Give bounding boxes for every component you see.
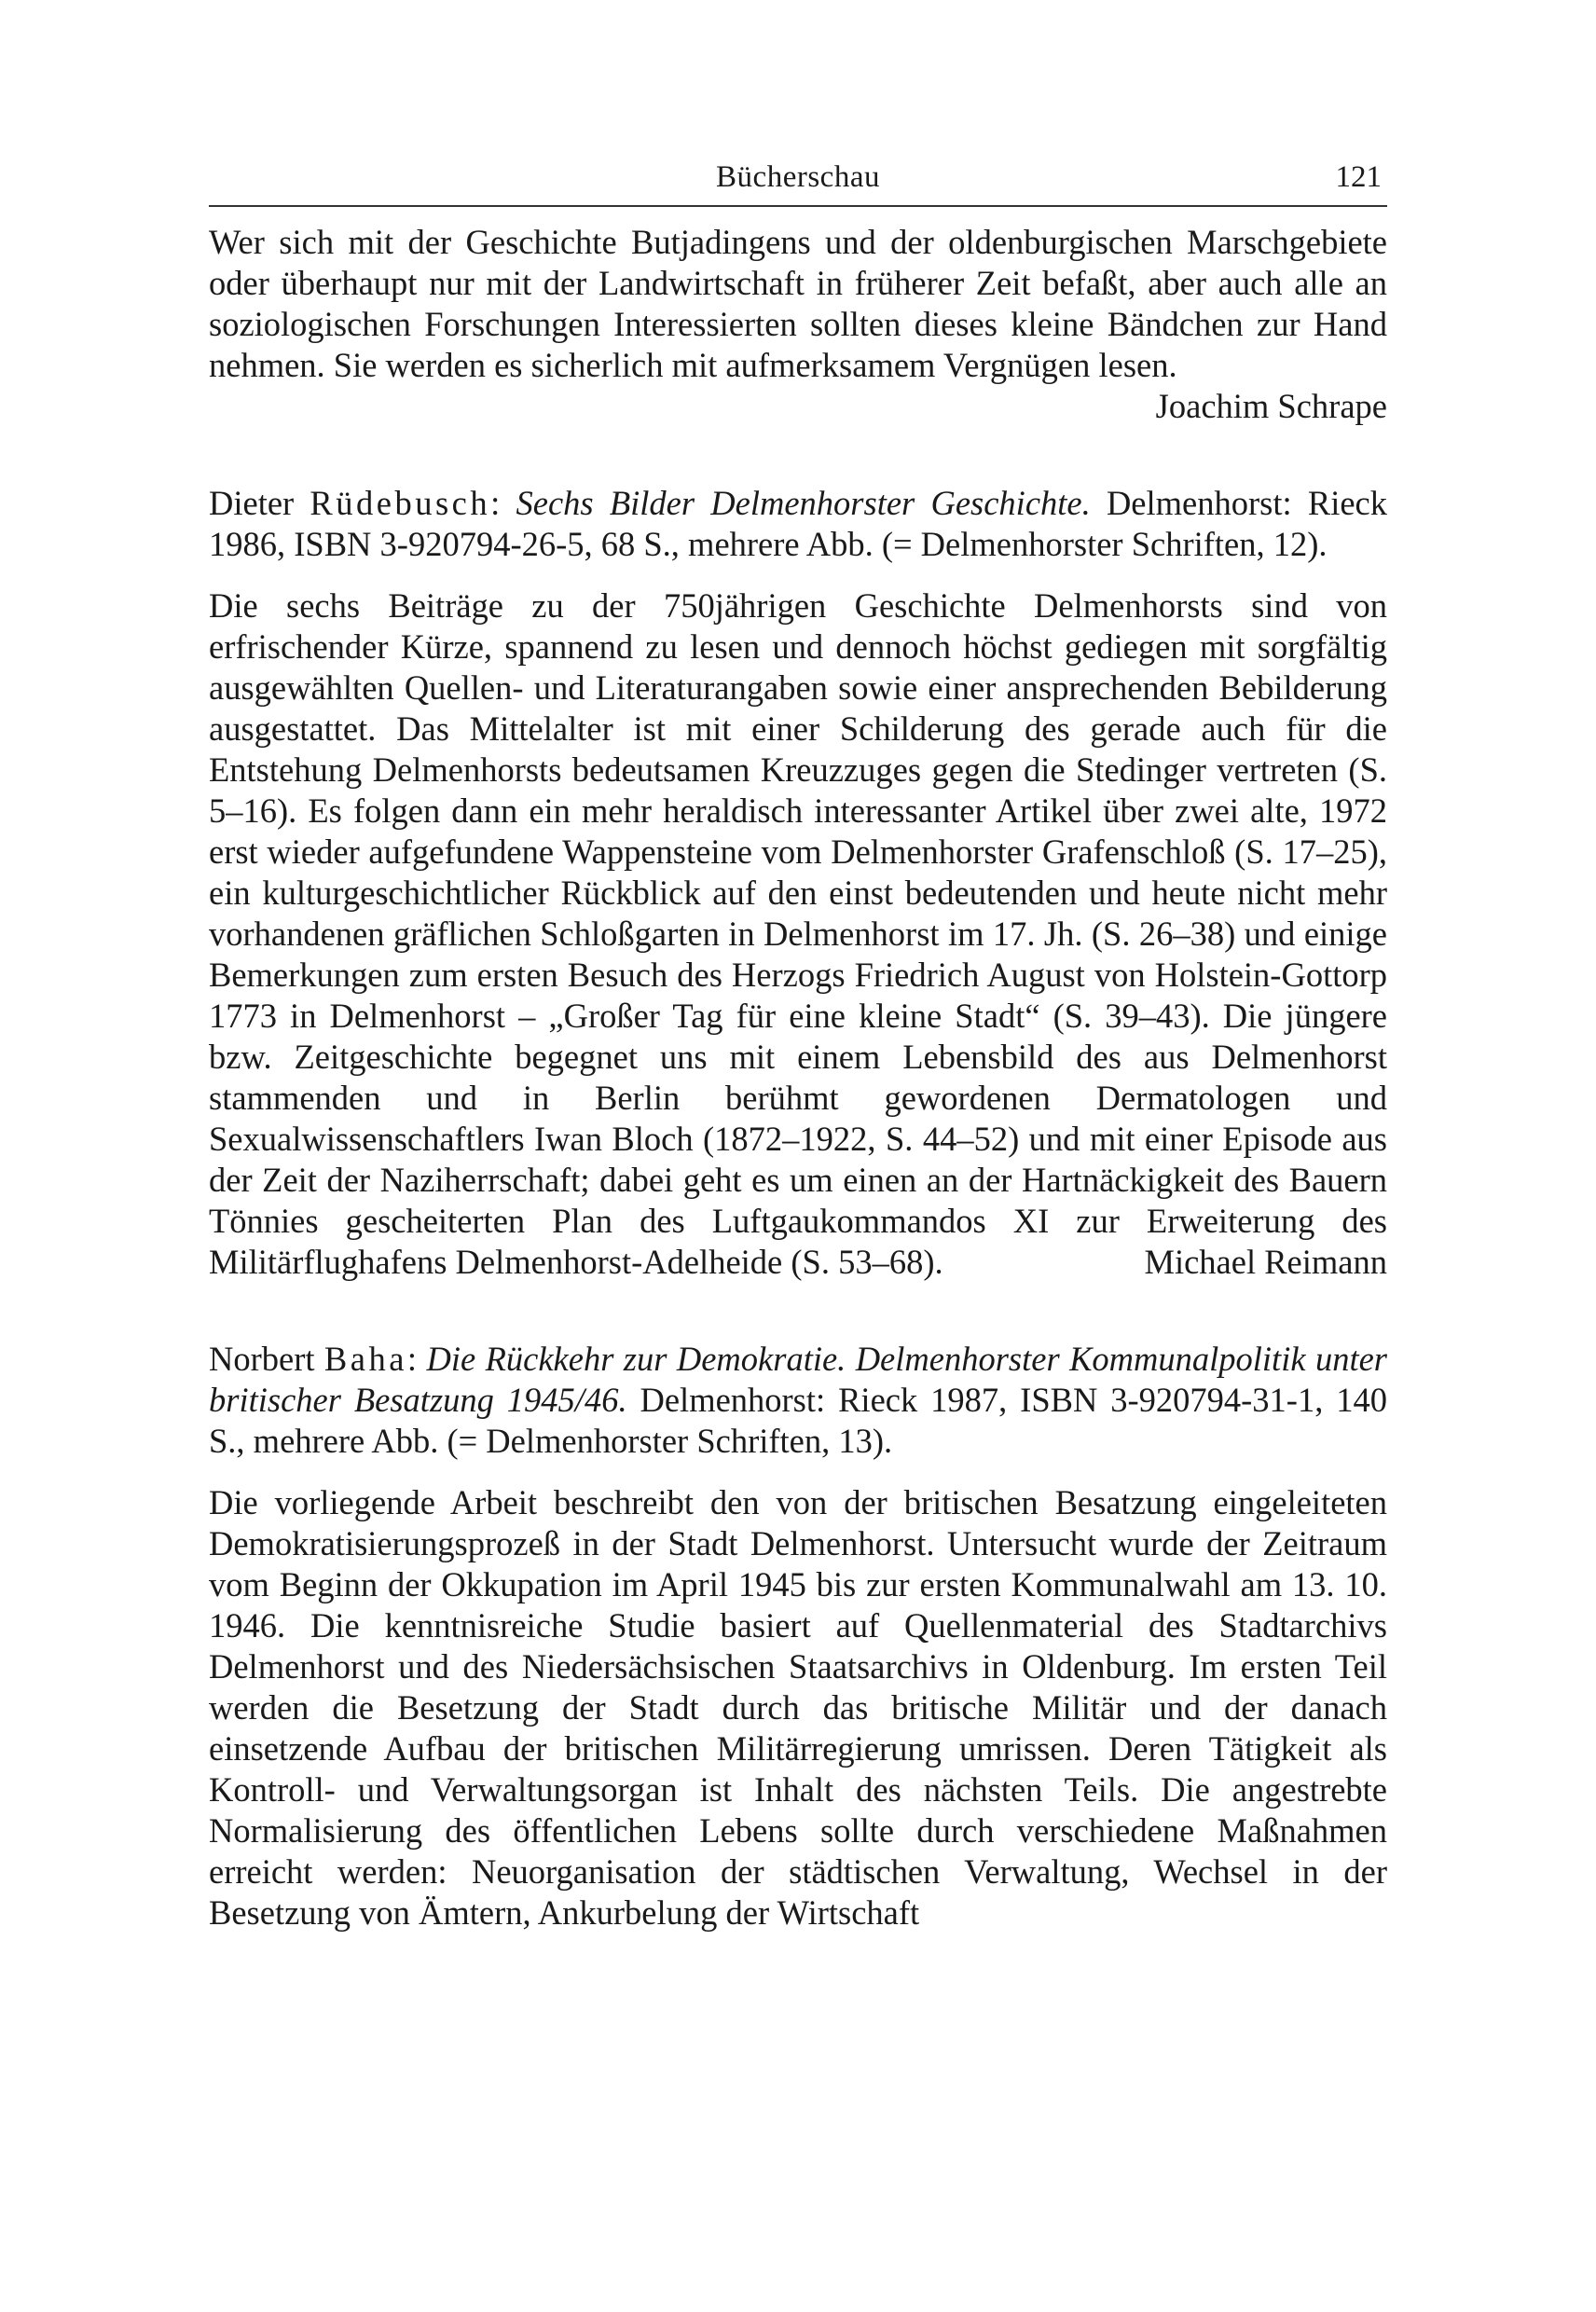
entry-author-first: Dieter (209, 484, 310, 522)
entry-author-first: Norbert (209, 1340, 324, 1378)
reviewer-signature: Joachim Schrape (1155, 387, 1387, 425)
entry-author-last: Rüdebusch (310, 484, 491, 522)
previous-review-paragraph (209, 222, 1387, 427)
review-text: Die vorliegende Arbeit beschreibt den von der britischen Besatzung eingeleiteten Demokratisierungsprozeß in der Stadt Delmenhorst. Untersucht wurde der Zeitraum vom Beginn der Okkupation im April 1945 bis zur ersten Kommunalwahl am 13. 10. 1946. Die kenntnisreiche Studie basiert auf Quellenmaterial des Stadtarchivs Delmenhorst und des Niedersächsischen Staatsarchivs in Oldenburg. Im ersten Teil werden die Besetzung der Stadt durch das britische Militär und der danach einsetzende Aufbau der britischen Militärregierung umrissen. Deren Tätigkeit als Kontroll- und Verwaltungsorgan ist Inhalt des nächsten Teils. Die angestrebte Normalisierung des öffentlichen Lebens sollte durch verschiedene Maßnahmen erreicht werden: Neuorganisation der städtischen Verwaltung, Wechsel in der Besetzung von Ämtern, Ankurbelung der Wirtschaft (209, 1483, 1387, 1932)
bibliography-entry-2 (209, 1339, 1387, 1462)
review-paragraph-2 (209, 1482, 1387, 1934)
running-title: Bücherschau (716, 160, 880, 194)
entry-title: Sechs Bilder Delmenhorster Geschichte. (516, 484, 1091, 522)
reviewer-signature: Michael Reimann (1144, 1243, 1387, 1281)
entry-separator: : (406, 1340, 427, 1378)
review-paragraph-1 (209, 585, 1387, 1283)
entry-title: Die Rückkehr zur Demokratie. Delmenhorster Kommunalpolitik unter britischer Besatzung 1945/46. (209, 1340, 1387, 1419)
page-number: 121 (1335, 160, 1382, 194)
entry-details: Delmenhorst: Rieck 1986, ISBN 3-920794-26-5, 68 S., mehrere Abb. (= Delmenhorster Schriften, 12). (209, 484, 1387, 563)
document-page (209, 149, 1387, 1934)
running-header (209, 149, 1387, 207)
review-text: Die sechs Beiträge zu der 750jährigen Geschichte Delmenhorsts sind von erfrischender Kürze, spannend zu lesen und dennoch höchst gediegen mit sorgfältig ausgewählten Quellen- und Literaturangaben sowie einer ansprechenden Bebilderung ausgestattet. Das Mittelalter ist mit einer Schilderung des gerade auch für die Entstehung Delmenhorsts bedeutsamen Kreuzzuges gegen die Stedinger vertreten (S. 5–16). Es folgen dann ein mehr heraldisch interessanter Artikel über zwei alte, 1972 erst wieder aufgefundene Wappensteine vom Delmenhorster Grafenschloß (S. 17–25), ein kulturgeschichtlicher Rückblick auf den einst bedeutenden und heute nicht mehr vorhandenen gräflichen Schloßgarten in Delmenhorst im 17. Jh. (S. 26–38) und einige Bemerkungen zum ersten Besuch des Herzogs Friedrich August von Holstein-Gottorp 1773 in Delmenhorst – „Großer Tag für eine kleine Stadt“ (S. 39–43). Die jüngere bzw. Zeitgeschichte begegnet uns mit einem Lebensbild des aus Delmenhorst stammenden und in Berlin berühmt gewordenen Dermatologen und Sexualwissenschaftlers Iwan Bloch (1872–1922, S. 44–52) und mit einer Episode aus der Zeit der Naziherrschaft; dabei geht es um einen an der Hartnäckigkeit des Bauern Tönnies gescheiterten Plan des Luftgaukommandos XI zur Erweiterung des Militärflughafens Delmenhorst-Adelheide (S. 53–68). (209, 586, 1387, 1281)
entry-author-last: Baha (323, 1340, 407, 1378)
bibliography-entry-1 (209, 483, 1387, 565)
entry-separator: : (490, 484, 516, 522)
entry-details: Delmenhorst: Rieck 1987, ISBN 3-920794-31-1, 140 S., mehrere Abb. (= Delmenhorster Schriften, 13). (209, 1381, 1387, 1460)
previous-review-text: Wer sich mit der Geschichte Butjadingens und der oldenburgischen Marschgebiete oder überhaupt nur mit der Landwirtschaft in früherer Zeit befaßt, aber auch alle an soziologischen Forschungen Interessierten sollten dieses kleine Bändchen zur Hand nehmen. Sie werden es sicherlich mit aufmerksamem Vergnügen lesen. (209, 223, 1387, 384)
